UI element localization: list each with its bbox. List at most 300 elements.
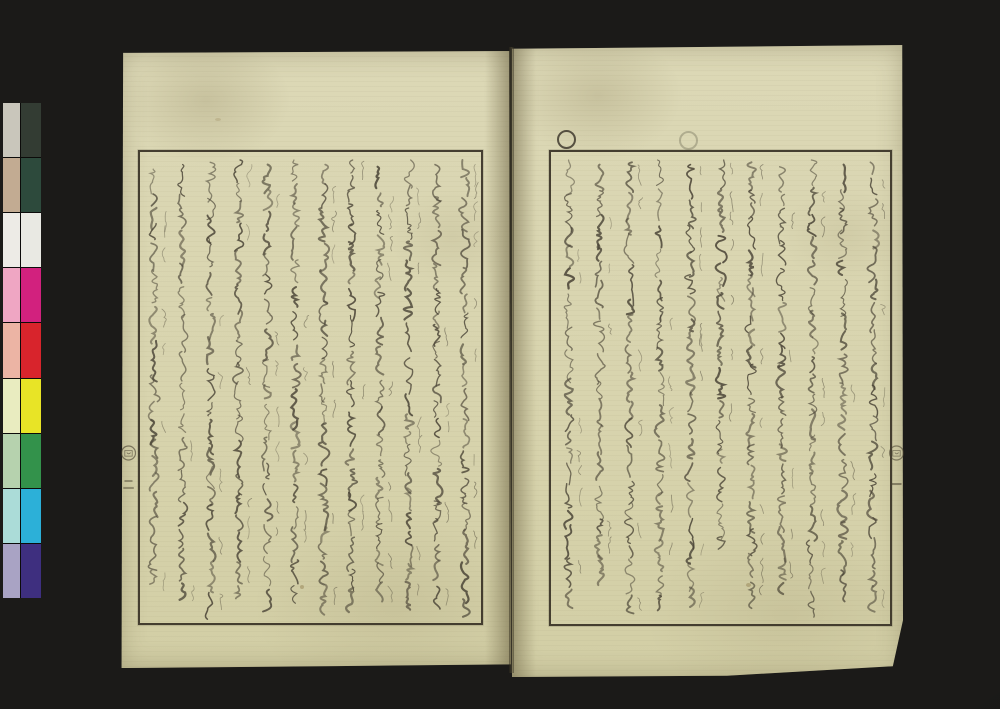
furigana-cluster (730, 192, 733, 212)
furigana-cluster (417, 188, 420, 205)
calligraphy-cluster (293, 364, 301, 388)
furigana-cluster (475, 349, 476, 361)
calligraphy-cluster (376, 497, 383, 524)
furigana-cluster (638, 598, 642, 610)
calligraphy-cluster (291, 227, 296, 260)
color-patch-tint (3, 323, 20, 377)
calligraphy-cluster (868, 586, 876, 612)
calligraphy-cluster (596, 452, 603, 480)
calligraphy-cluster (688, 414, 696, 434)
calligraphy-cluster (749, 466, 755, 499)
furigana-cluster (792, 213, 795, 229)
calligraphy-cluster (871, 330, 876, 364)
furigana-cluster (388, 554, 392, 569)
furigana-cluster (638, 165, 641, 185)
furigana-cluster (362, 161, 364, 179)
calligraphy-cluster (655, 249, 661, 277)
calligraphy-cluster (407, 185, 412, 205)
furigana-cluster (474, 232, 478, 247)
calligraphy-cluster (320, 384, 324, 402)
calligraphy-cluster (840, 383, 846, 414)
calligraphy-cluster (292, 160, 299, 181)
furigana-cluster (729, 404, 731, 422)
furigana-cluster (332, 361, 333, 377)
calligraphy-cluster (434, 587, 440, 609)
calligraphy-cluster (377, 435, 383, 456)
calligraphy-cluster (841, 331, 847, 349)
furigana-cluster (579, 561, 581, 574)
color-patch-tint (3, 434, 20, 488)
calligraphy-cluster (179, 503, 188, 526)
furigana-cluster (700, 167, 701, 175)
calligraphy-cluster (867, 491, 876, 520)
calligraphy-cluster (808, 215, 816, 236)
calligraphy-cluster (688, 296, 695, 321)
furigana-cluster (162, 248, 165, 262)
furigana-cluster (638, 350, 641, 371)
color-patch-pair (3, 103, 41, 157)
calligraphy-cluster (435, 419, 441, 438)
furigana-cluster (579, 418, 582, 433)
furigana-cluster (639, 198, 643, 209)
furigana-cluster (303, 368, 307, 381)
calligraphy-cluster (595, 262, 601, 287)
calligraphy-cluster (291, 260, 299, 283)
furigana-cluster (304, 453, 308, 464)
calligraphy-cluster (461, 344, 466, 364)
calligraphy-cluster (627, 315, 633, 342)
calligraphy-cluster (179, 264, 183, 283)
calligraphy-cluster (263, 557, 270, 586)
calligraphy-cluster (810, 160, 817, 185)
calligraphy-cluster (206, 298, 211, 311)
calligraphy-cluster (844, 165, 846, 193)
calligraphy-cluster (410, 545, 412, 566)
calligraphy-cluster (210, 314, 215, 340)
calligraphy-cluster (236, 586, 240, 599)
furigana-cluster (246, 368, 250, 385)
furigana-cluster (163, 573, 165, 591)
furigana-cluster (731, 295, 733, 304)
furigana-cluster (607, 521, 611, 536)
calligraphy-cluster (236, 340, 242, 366)
calligraphy-cluster (565, 350, 573, 383)
calligraphy-cluster (291, 527, 297, 562)
furigana-cluster (822, 541, 825, 557)
calligraphy-cluster (178, 471, 185, 502)
furigana-cluster (418, 435, 421, 452)
calligraphy-cluster (839, 460, 848, 489)
color-patch-tint (3, 158, 20, 212)
furigana-cluster (445, 328, 448, 346)
calligraphy-cluster (624, 234, 633, 263)
calligraphy-cluster (658, 373, 664, 406)
calligraphy-cluster (718, 347, 722, 365)
calligraphy-cluster (404, 444, 411, 475)
furigana-cluster (822, 192, 825, 203)
calligraphy-cluster (433, 469, 443, 504)
calligraphy-cluster (781, 194, 784, 205)
furigana-cluster (701, 544, 704, 555)
furigana-cluster (333, 400, 336, 417)
calligraphy-cluster (779, 167, 785, 192)
foxing-fleck (215, 118, 221, 121)
calligraphy-cluster (291, 422, 300, 449)
furigana-cluster (882, 180, 885, 188)
calligraphy-cluster (322, 423, 326, 444)
calligraphy-cluster (655, 405, 664, 437)
furigana-cluster (730, 163, 732, 174)
calligraphy-cluster (597, 191, 604, 217)
calligraphy-cluster (837, 491, 846, 522)
calligraphy-cluster (872, 538, 876, 569)
furigana-cluster (445, 502, 449, 522)
calligraphy-cluster (716, 236, 727, 263)
calligraphy-cluster (466, 178, 469, 196)
calligraphy-cluster (433, 385, 441, 403)
calligraphy-cluster (594, 321, 605, 352)
calligraphy-cluster (688, 439, 695, 458)
calligraphy-cluster (779, 346, 786, 367)
calligraphy-cluster (320, 270, 327, 303)
color-patch-solid (21, 268, 41, 322)
furigana-cluster (883, 388, 884, 407)
circled-character-icon (890, 446, 904, 460)
calligraphy-cluster (293, 451, 298, 482)
calligraphy-cluster (431, 440, 442, 466)
furigana-cluster (388, 586, 392, 602)
calligraphy-cluster (405, 208, 412, 239)
furigana-cluster (700, 371, 702, 381)
calligraphy-cluster (778, 208, 785, 244)
calligraphy-cluster (690, 319, 694, 331)
calligraphy-cluster (809, 506, 817, 541)
furigana-cluster (388, 500, 392, 522)
furigana-cluster (418, 263, 419, 274)
furigana-cluster (669, 543, 672, 555)
furigana-cluster (474, 299, 476, 309)
calligraphy-cluster (687, 483, 694, 517)
calligraphy-cluster (348, 273, 354, 284)
calligraphy-cluster (152, 270, 158, 303)
color-patch-tint (3, 103, 20, 157)
calligraphy-cluster (292, 287, 298, 307)
calligraphy-cluster (291, 586, 297, 604)
calligraphy-cluster (870, 303, 875, 333)
furigana-cluster (608, 324, 611, 334)
calligraphy-cluster (564, 511, 572, 529)
furigana-cluster (448, 422, 449, 432)
calligraphy-cluster (778, 559, 786, 580)
calligraphy-cluster (178, 438, 187, 471)
calligraphy-cluster (599, 425, 602, 454)
calligraphy-cluster (658, 596, 661, 611)
calligraphy-cluster (291, 312, 297, 340)
furigana-cluster (731, 349, 733, 360)
calligraphy-cluster (404, 358, 412, 394)
calligraphy-cluster (291, 560, 299, 584)
calligraphy-cluster (625, 418, 632, 447)
calligraphy-cluster (565, 327, 572, 350)
calligraphy-cluster (406, 582, 411, 610)
calligraphy-cluster (208, 534, 216, 561)
calligraphy-cluster (686, 366, 694, 394)
calligraphy-cluster (154, 492, 158, 517)
book-gutter (509, 47, 514, 673)
calligraphy-cluster (205, 593, 212, 620)
furigana-cluster (247, 165, 252, 187)
color-patch-pair (3, 158, 41, 212)
furigana-cluster (822, 378, 824, 397)
calligraphy-cluster (376, 292, 384, 316)
furigana-cluster (388, 263, 391, 280)
calligraphy-cluster (746, 414, 754, 447)
furigana-cluster (276, 442, 279, 461)
calligraphy-cluster (687, 252, 693, 277)
calligraphy-cluster (266, 463, 270, 479)
calligraphy-cluster (841, 280, 848, 317)
calligraphy-cluster (565, 228, 572, 247)
calligraphy-cluster (406, 414, 414, 429)
furigana-cluster (608, 537, 611, 553)
calligraphy-cluster (406, 323, 411, 351)
color-patch-tint (3, 379, 20, 433)
calligraphy-cluster (717, 293, 723, 309)
calligraphy-cluster (148, 538, 156, 571)
calligraphy-cluster (349, 493, 356, 511)
calligraphy-cluster (717, 328, 723, 346)
calligraphy-cluster (377, 211, 384, 235)
calligraphy-cluster (656, 576, 663, 596)
color-patch-solid (21, 213, 41, 267)
furigana-cluster (389, 215, 392, 229)
calligraphy-cluster (749, 203, 754, 219)
calligraphy-cluster (778, 527, 786, 562)
calligraphy-cluster (320, 484, 328, 510)
calligraphy-cluster (685, 463, 693, 481)
calligraphy-cluster (719, 401, 723, 418)
calligraphy-cluster (656, 506, 663, 540)
furigana-cluster (305, 510, 306, 530)
calligraphy-cluster (321, 527, 327, 542)
calligraphy-cluster (566, 160, 574, 195)
furigana-cluster (334, 587, 337, 604)
furigana-cluster (669, 408, 673, 424)
furigana-cluster (821, 217, 825, 237)
calligraphy-cluster (598, 556, 604, 585)
calligraphy-cluster (347, 537, 354, 571)
calligraphy-cluster (179, 530, 183, 548)
calligraphy-cluster (627, 595, 634, 613)
furigana-cluster (220, 594, 223, 610)
calligraphy-cluster (810, 453, 815, 474)
furigana-cluster (852, 494, 856, 515)
furigana-cluster (474, 202, 478, 221)
calligraphy-cluster (460, 268, 466, 294)
calligraphy-cluster (813, 338, 819, 354)
calligraphy-cluster (625, 519, 634, 544)
calligraphy-cluster (206, 273, 211, 295)
color-patch-pair (3, 544, 41, 598)
calligraphy-cluster (263, 484, 266, 495)
calligraphy-cluster (293, 203, 299, 226)
furigana-cluster (851, 385, 855, 402)
calligraphy-cluster (870, 385, 878, 417)
calligraphy-cluster (236, 562, 242, 583)
furigana-cluster (362, 511, 364, 530)
calligraphy-cluster (435, 289, 440, 315)
calligraphy-cluster (292, 346, 299, 360)
calligraphy-cluster (319, 562, 327, 585)
calligraphy-cluster (625, 559, 634, 594)
furigana-cluster (699, 592, 703, 607)
furigana-cluster (882, 204, 885, 219)
furigana-cluster (760, 558, 763, 583)
furigana-cluster (578, 250, 579, 262)
calligraphy-cluster (435, 360, 441, 387)
calligraphy-cluster (625, 503, 633, 519)
calligraphy-cluster (433, 165, 441, 202)
calligraphy-cluster (720, 210, 725, 232)
calligraphy-cluster (209, 561, 215, 592)
calligraphy-cluster (565, 194, 573, 232)
calligraphy-cluster (322, 165, 328, 185)
calligraphy-cluster (567, 448, 572, 463)
furigana-cluster (333, 514, 334, 524)
furigana-cluster (332, 245, 335, 263)
calligraphy-cluster (564, 294, 571, 328)
calligraphy-cluster (264, 525, 271, 554)
calligraphy-cluster (461, 160, 469, 177)
furigana-cluster (851, 461, 855, 479)
calligraphy-cluster (565, 415, 573, 431)
calligraphy-cluster (235, 311, 242, 338)
furigana-cluster (609, 264, 610, 273)
calligraphy-cluster (838, 230, 846, 258)
calligraphy-columns-left (140, 152, 481, 623)
calligraphy-cluster (463, 294, 467, 312)
furigana-cluster (218, 372, 222, 388)
furigana-cluster (446, 404, 449, 417)
color-patch-tint (3, 213, 20, 267)
calligraphy-cluster (627, 373, 634, 402)
calligraphy-cluster (566, 590, 573, 609)
calligraphy-cluster (837, 261, 844, 275)
furigana-cluster (417, 584, 418, 595)
color-patch-pair (3, 379, 41, 433)
furigana-cluster (332, 186, 335, 203)
calligraphy-cluster (749, 251, 754, 276)
calligraphy-cluster (180, 584, 186, 600)
furigana-cluster (670, 318, 672, 329)
color-patch-pair (3, 434, 41, 488)
calligraphy-cluster (840, 354, 848, 383)
furigana-cluster (277, 407, 279, 427)
calligraphy-cluster (779, 444, 787, 461)
foxing-fleck (300, 585, 304, 589)
furigana-cluster (277, 502, 279, 514)
calligraphy-cluster (626, 162, 633, 192)
calligraphy-cluster (319, 208, 327, 241)
color-patch-pair (3, 323, 41, 377)
calligraphy-cluster (776, 366, 784, 398)
calligraphy-cluster (748, 554, 753, 578)
calligraphy-cluster (748, 217, 756, 249)
calligraphy-cluster (264, 404, 271, 440)
calligraphy-cluster (379, 460, 385, 477)
calligraphy-cluster (566, 432, 571, 445)
calligraphy-cluster (350, 160, 355, 173)
furigana-cluster (761, 534, 764, 545)
furigana-cluster (162, 421, 166, 432)
calligraphy-cluster (435, 545, 439, 561)
calligraphy-cluster (839, 208, 847, 233)
calligraphy-cluster (235, 250, 241, 283)
calligraphy-cluster (747, 445, 754, 465)
calligraphy-cluster (348, 510, 354, 536)
calligraphy-cluster (869, 442, 877, 470)
calligraphy-cluster (749, 330, 754, 346)
calligraphy-cluster (596, 215, 603, 249)
furigana-cluster (220, 315, 224, 325)
furigana-cluster (881, 447, 885, 458)
furigana-cluster (610, 217, 612, 228)
furigana-cluster (792, 468, 793, 488)
furigana-cluster (446, 589, 448, 606)
calligraphy-cluster (597, 399, 602, 427)
calligraphy-cluster (432, 231, 441, 265)
color-patch-tint (3, 544, 20, 598)
furigana-cluster (418, 213, 421, 229)
calligraphy-cluster (595, 165, 603, 191)
calligraphy-cluster (207, 403, 213, 416)
calligraphy-cluster (870, 416, 878, 441)
calligraphy-cluster (233, 363, 243, 384)
calligraphy-cluster (322, 337, 327, 359)
color-patch-solid (21, 434, 41, 488)
calligraphy-cluster (378, 193, 383, 206)
calligraphy-cluster (265, 499, 273, 521)
calligraphy-cluster (179, 231, 184, 266)
calligraphy-cluster (657, 160, 664, 185)
calligraphy-cluster (716, 263, 726, 286)
calligraphy-cluster (808, 261, 817, 285)
furigana-cluster (580, 273, 581, 284)
calligraphy-cluster (595, 486, 603, 520)
reader-mark-circle-dark (557, 130, 576, 149)
furigana-cluster (474, 482, 477, 498)
calligraphy-cluster (810, 474, 816, 505)
calligraphy-cluster (152, 341, 157, 382)
calligraphy-cluster (150, 375, 160, 402)
color-patch-tint (3, 268, 20, 322)
reader-mark-circle-faint (679, 131, 698, 150)
calligraphy-cluster (629, 546, 633, 558)
calligraphy-cluster (348, 289, 355, 321)
furigana-cluster (246, 225, 249, 241)
calligraphy-cluster (150, 516, 157, 536)
calligraphy-cluster (716, 368, 725, 398)
calligraphy-cluster (236, 201, 243, 222)
color-patch-solid (21, 158, 41, 212)
calligraphy-cluster (235, 223, 244, 251)
calligraphy-cluster (292, 184, 297, 204)
calligraphy-cluster (809, 564, 813, 588)
calligraphy-cluster (595, 354, 605, 384)
furigana-cluster (881, 304, 886, 314)
furigana-cluster (276, 528, 278, 536)
calligraphy-cluster (206, 504, 212, 530)
